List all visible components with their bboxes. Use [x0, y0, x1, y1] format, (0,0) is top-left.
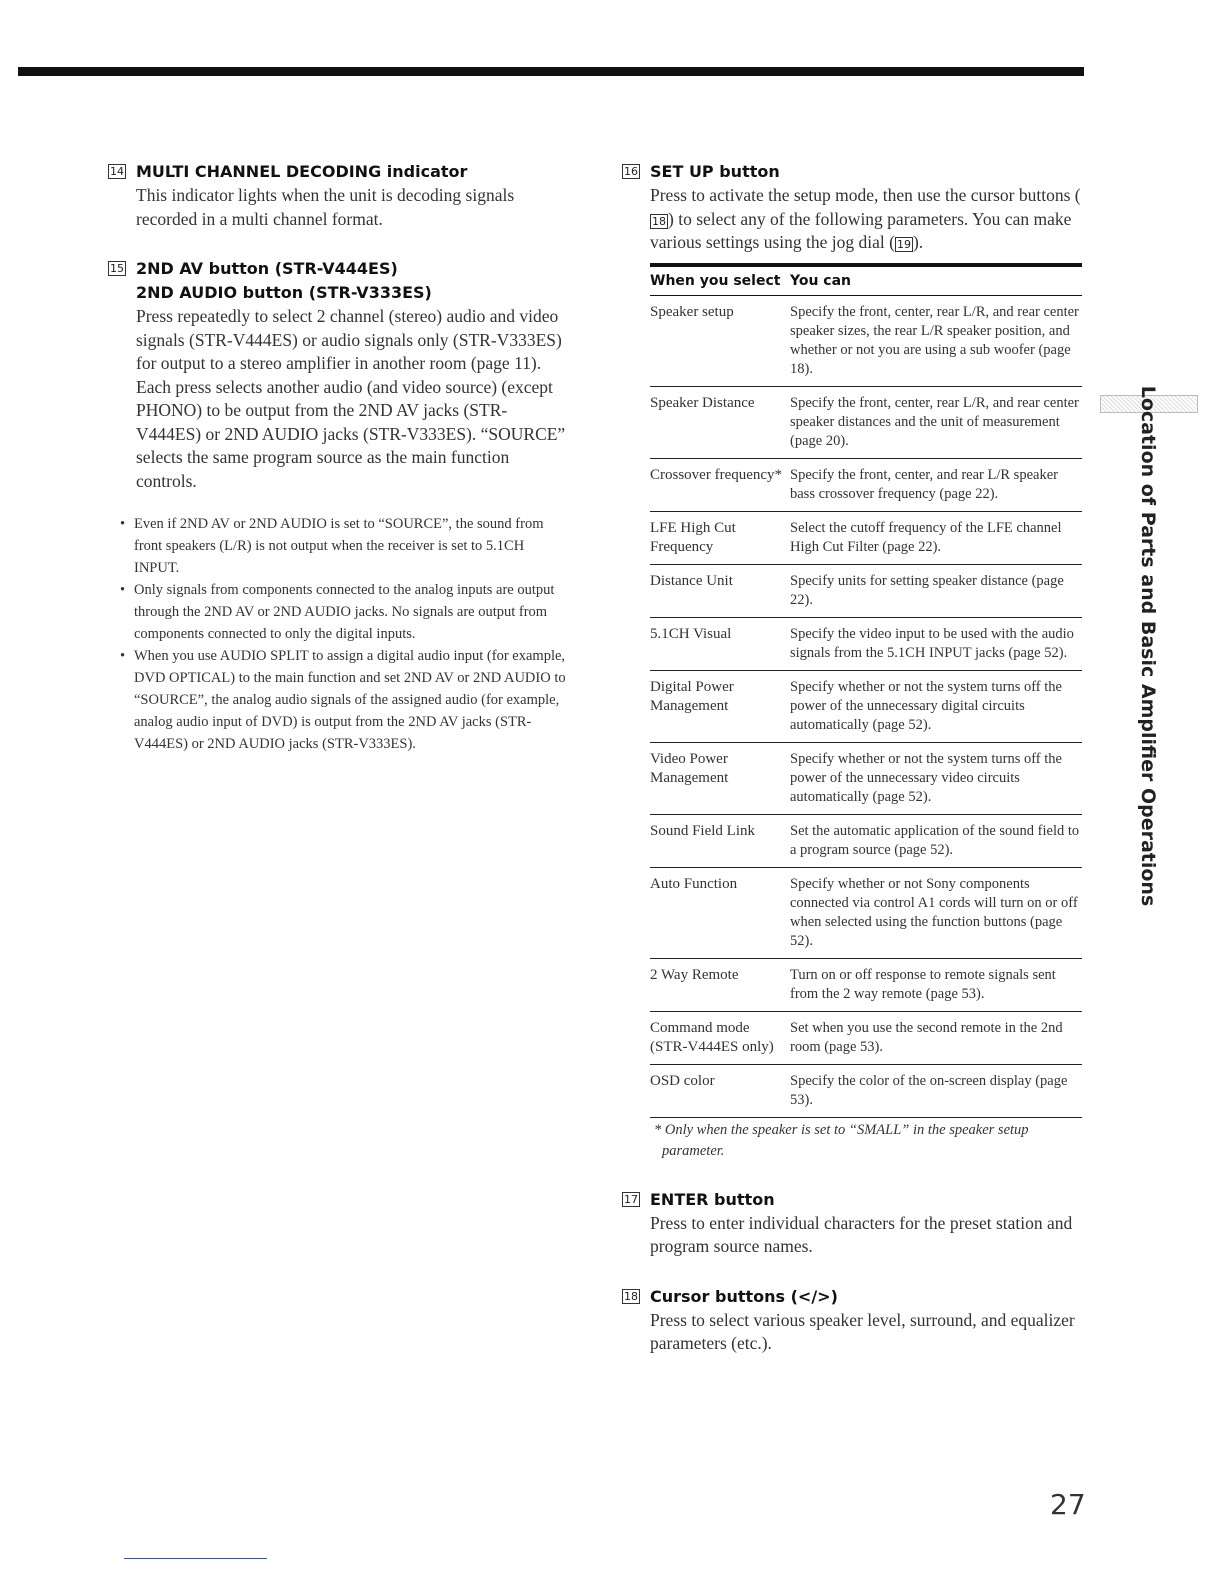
- row-can: Specify the front, center, and rear L/R speaker bass crossover frequency (page 22).: [790, 466, 1058, 502]
- item-17-heading: ENTER button: [650, 1189, 775, 1209]
- table-row: [650, 671, 1082, 743]
- table-row: [650, 815, 1082, 868]
- row-can: Specify the color of the on-screen display (page 53).: [790, 1072, 1068, 1108]
- row-select: OSD color: [650, 1072, 715, 1089]
- item-number-15: 15: [110, 262, 124, 275]
- row-select: Distance Unit: [650, 572, 733, 589]
- item-15: [108, 257, 568, 493]
- row-select: Digital Power Management: [650, 678, 734, 714]
- ref-19: 19: [896, 238, 911, 251]
- settings-table: [650, 263, 1082, 1162]
- table-row: [650, 296, 1082, 387]
- table-header: [650, 267, 1082, 296]
- item-16: [622, 160, 1084, 1162]
- table-row: [650, 512, 1082, 565]
- item-16-body: [650, 184, 1084, 255]
- item-17-body: Press to enter individual characters for the preset station and program source names.: [650, 1212, 1073, 1256]
- item-number-14: 14: [110, 165, 124, 178]
- item-16-heading: SET UP button: [650, 162, 780, 181]
- table-row: [650, 565, 1082, 618]
- item-18-heading: Cursor buttons (</>): [650, 1286, 838, 1306]
- note-item: • When you use AUDIO SPLIT to assign a digital audio input (for example, DVD OPTICAL) to the main function and set 2ND AV or 2ND AUDIO to “SOURCE”, the analog audio signals of the assigned audio (for example, analog audio input of DVD) is output from the 2ND AV jacks (STR-V444ES) or 2ND AUDIO jacks (STR-V333ES).: [120, 645, 568, 755]
- note-item: • Only signals from components connected to the analog inputs are output through the 2ND AV or 2ND AUDIO jacks. No signals are output from components connected to only the digital inputs.: [120, 579, 568, 645]
- row-can: Set when you use the second remote in the 2nd room (page 53).: [790, 1019, 1063, 1055]
- row-can: Select the cutoff frequency of the LFE channel High Cut Filter (page 22).: [790, 519, 1062, 555]
- item-16-body-part-1: Press to activate the setup mode, then use the cursor buttons (: [650, 185, 1081, 205]
- item-15-heading-2: 2ND AUDIO button (STR-V333ES): [136, 283, 432, 302]
- row-can: Specify the video input to be used with the audio signals from the 5.1CH INPUT jacks (page 52).: [790, 625, 1074, 661]
- row-can: Specify the front, center, rear L/R, and rear center speaker sizes, the rear L/R speaker position, and whether or not you are using a sub woofer (page 18).: [790, 303, 1079, 377]
- table-header-can: You can: [790, 272, 852, 289]
- row-can: Specify whether or not the system turns off the power of the unnecessary video circuits automatically (page 52).: [790, 750, 1062, 805]
- row-select: Speaker setup: [650, 303, 734, 320]
- right-column: [622, 160, 1084, 1356]
- notes-list: [120, 513, 568, 755]
- row-can: Set the automatic application of the sound field to a program source (page 52).: [790, 822, 1080, 858]
- item-16-body-part-2: ) to select any of the following parameters. You can make various settings using the jog dial (: [650, 208, 1072, 252]
- row-select: Video Power Management: [650, 750, 729, 786]
- row-can: Turn on or off response to remote signals sent from the 2 way remote (page 53).: [790, 966, 1056, 1002]
- row-select: Auto Function: [650, 875, 738, 892]
- table-row: [650, 387, 1082, 459]
- table-footnote: * Only when the speaker is set to “SMALL” in the speaker setup parameter.: [654, 1121, 1029, 1159]
- row-can: Specify whether or not the system turns off the power of the unnecessary digital circuits automatically (page 52).: [790, 678, 1062, 733]
- item-18-body: Press to select various speaker level, surround, and equalizer parameters (etc.).: [650, 1309, 1075, 1353]
- item-number-16: 16: [624, 165, 638, 178]
- table-row: [650, 868, 1082, 959]
- side-tab-label: Location of Parts and Basic Amplifier Operations: [1137, 385, 1159, 907]
- row-can: Specify the front, center, rear L/R, and rear center speaker distances and the unit of measurement (page 20).: [790, 394, 1079, 449]
- row-select: Sound Field Link: [650, 822, 756, 839]
- row-select: 2 Way Remote: [650, 966, 739, 983]
- item-18: [622, 1285, 1084, 1356]
- row-can: Specify whether or not Sony components connected via control A1 cords will turn on or off when selected using the function buttons (page 52).: [790, 875, 1078, 949]
- row-select: Speaker Distance: [650, 394, 755, 411]
- item-14-body: This indicator lights when the unit is decoding signals recorded in a multi channel format.: [136, 185, 515, 229]
- item-14: [108, 160, 568, 231]
- item-15-heading-1: 2ND AV button (STR-V444ES): [136, 259, 398, 278]
- table-row: [650, 459, 1082, 512]
- left-column: [108, 160, 568, 755]
- table-row: [650, 1065, 1082, 1118]
- bottom-link-line: [124, 1558, 267, 1559]
- top-rule: [18, 67, 1084, 76]
- item-number-18: 18: [624, 1289, 638, 1303]
- table-row: [650, 959, 1082, 1012]
- page-number: 27: [1050, 1488, 1086, 1521]
- ref-18: 18: [652, 214, 666, 228]
- item-15-paragraph-2: Each press selects another audio (and video source) (except PHONO) to be output from the 2ND AV jacks (STR-V444ES) or 2ND AUDIO jacks (STR-V333ES). “SOURCE” selects the same program source as the main function controls.: [136, 376, 566, 491]
- item-number-17: 17: [624, 1192, 638, 1206]
- row-select: 5.1CH Visual: [650, 625, 732, 642]
- note-item: • Even if 2ND AV or 2ND AUDIO is set to “SOURCE”, the sound from front speakers (L/R) is not output when the receiver is set to 5.1CH INPUT.: [120, 513, 568, 579]
- row-select: LFE High Cut Frequency: [650, 519, 736, 555]
- item-15-paragraph-1: Press repeatedly to select 2 channel (stereo) audio and video signals (STR-V444ES) or audio signals only (STR-V333ES) for output to a stereo amplifier in another room (page 11).: [136, 306, 562, 373]
- item-14-heading: MULTI CHANNEL DECODING indicator: [136, 162, 468, 181]
- row-can: Specify units for setting speaker distance (page 22).: [790, 572, 1064, 608]
- row-select: Command mode (STR-V444ES only): [650, 1019, 774, 1055]
- table-row: [650, 618, 1082, 671]
- item-16-body-part-3: ).: [912, 232, 924, 252]
- item-17: [622, 1188, 1084, 1259]
- table-row: [650, 1012, 1082, 1065]
- table-header-select: When you select: [650, 272, 781, 289]
- table-row: [650, 743, 1082, 815]
- row-select: Crossover frequency*: [650, 466, 783, 483]
